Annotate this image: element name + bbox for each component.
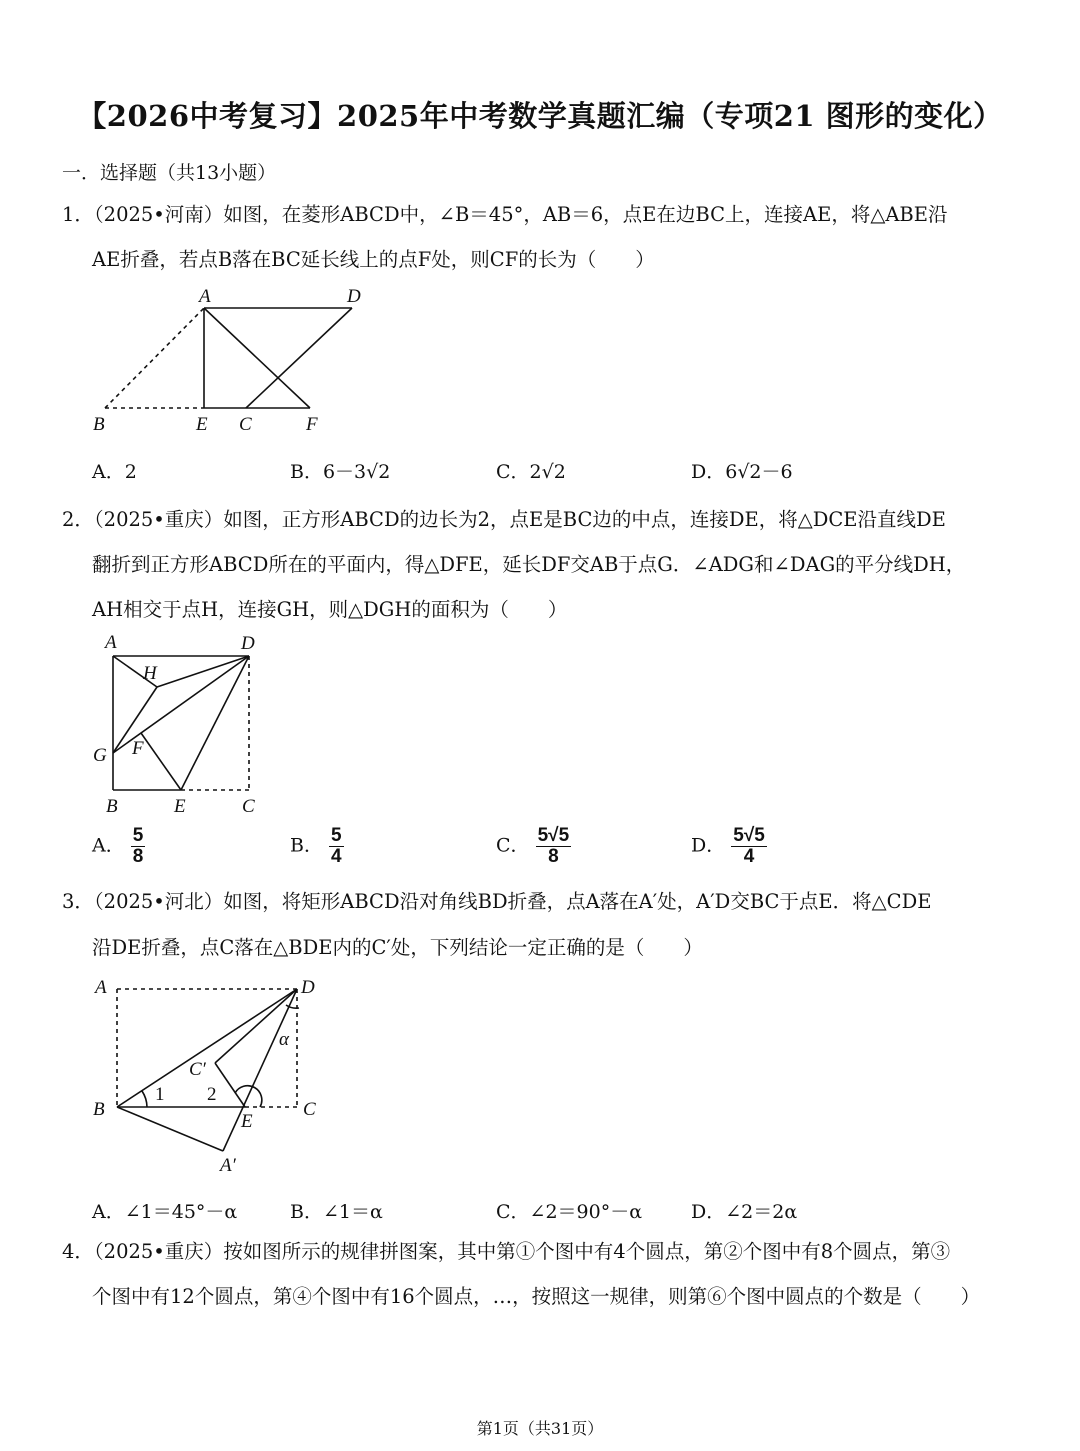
q1-option-d: D．6√2－6 bbox=[691, 461, 793, 483]
q2-figure bbox=[85, 626, 275, 822]
q3-option-d: D．∠2＝2α bbox=[691, 1201, 798, 1223]
q2-option-b-numerator: 5 bbox=[331, 825, 342, 846]
q1-figure bbox=[85, 280, 385, 440]
section-heading: 一．选择题（共13小题） bbox=[62, 162, 277, 184]
q2-label-e: E bbox=[174, 796, 186, 817]
q2-option-a-denominator: 8 bbox=[132, 845, 144, 867]
q2-option-c-numerator: 5√5 bbox=[537, 825, 570, 846]
q3-label-angle-1: 1 bbox=[155, 1084, 165, 1105]
q3-text-line2: 沿DE折叠，点C落在△BDE内的C′处，下列结论一定正确的是（ ） bbox=[92, 936, 703, 959]
q4-text-line2: 个图中有12个圆点，第④个图中有16个圆点，…，按照这一规律，则第⑥个图中圆点的个数是（ ） bbox=[92, 1285, 981, 1308]
q3-label-alpha: α bbox=[279, 1029, 289, 1050]
q1-label-b: B bbox=[93, 414, 105, 435]
q2-option-c-fraction bbox=[536, 826, 572, 867]
q1-text-line2: AE折叠，若点B落在BC延长线上的点F处，则CF的长为（ ） bbox=[92, 248, 655, 271]
q2-option-b-fraction bbox=[329, 826, 344, 867]
q3-label-angle-2: 2 bbox=[207, 1084, 217, 1105]
q1-label-a: A bbox=[199, 286, 211, 307]
q2-option-c-prefix: C． bbox=[496, 834, 530, 857]
q3-option-b: B．∠1＝α bbox=[290, 1201, 383, 1223]
q1-label-c: C bbox=[239, 414, 252, 435]
q2-label-h: H bbox=[143, 663, 157, 684]
q1-label-d: D bbox=[347, 286, 361, 307]
q3-label-d: D bbox=[301, 977, 315, 998]
q1-option-a: A．2 bbox=[92, 461, 137, 483]
q3-option-c: C．∠2＝90°－α bbox=[496, 1201, 643, 1223]
q2-option-d-fraction bbox=[731, 826, 767, 867]
page-title: 【2026中考复习】2025年中考数学真题汇编（专项21 图形的变化） bbox=[77, 99, 1003, 133]
q3-figure bbox=[85, 965, 335, 1180]
q2-option-b-denominator: 4 bbox=[331, 845, 342, 867]
q3-label-e: E bbox=[241, 1111, 253, 1132]
q2-label-g: G bbox=[93, 745, 107, 766]
q2-option-b bbox=[290, 826, 344, 867]
q3-option-a: A．∠1＝45°－α bbox=[92, 1201, 238, 1223]
q2-text-line1: 2．（2025•重庆）如图，正方形ABCD的边长为2，点E是BC边的中点，连接DE，将△DCE沿直线DE bbox=[62, 508, 946, 531]
q1-option-c: C．2√2 bbox=[496, 461, 566, 483]
q2-option-b-prefix: B． bbox=[290, 834, 323, 857]
q2-text-line2: 翻折到正方形ABCD所在的平面内，得△DFE，延长DF交AB于点G．∠ADG和∠DAG的平分线DH， bbox=[92, 553, 966, 576]
q1-option-b: B．6－3√2 bbox=[290, 461, 391, 483]
q3-label-b: B bbox=[93, 1099, 105, 1120]
q2-option-d-numerator: 5√5 bbox=[733, 825, 765, 846]
q2-option-a bbox=[92, 826, 145, 867]
q2-text-line3: AH相交于点H，连接GH，则△DGH的面积为（ ） bbox=[92, 598, 568, 621]
q4-text-line1: 4．（2025•重庆）按如图所示的规律拼图案，其中第①个图中有4个圆点，第②个图中有8个圆点，第③ bbox=[62, 1240, 951, 1263]
page-footer: 第1页（共31页） bbox=[476, 1419, 604, 1438]
q2-option-d bbox=[691, 826, 767, 867]
q2-option-a-prefix: A． bbox=[92, 834, 125, 857]
q2-option-a-numerator: 5 bbox=[132, 825, 144, 846]
q3-label-c: C bbox=[303, 1099, 316, 1120]
q3-label-a: A bbox=[95, 977, 107, 998]
q2-label-b: B bbox=[106, 796, 118, 817]
q1-label-f: F bbox=[306, 414, 318, 435]
q1-text-line1: 1．（2025•河南）如图，在菱形ABCD中，∠B＝45°，AB＝6，点E在边BC上，连接AE，将△ABE沿 bbox=[62, 203, 948, 226]
q3-label-c-prime: C′ bbox=[189, 1059, 206, 1080]
q1-label-e: E bbox=[196, 414, 208, 435]
q2-option-a-fraction bbox=[131, 826, 146, 867]
q2-option-c bbox=[496, 826, 571, 867]
q2-option-d-prefix: D． bbox=[691, 834, 726, 857]
q2-label-f: F bbox=[132, 738, 144, 759]
q2-label-c: C bbox=[242, 796, 255, 817]
q3-text-line1: 3．（2025•河北）如图，将矩形ABCD沿对角线BD折叠，点A落在A′处，A′D交BC于点E．将△CDE bbox=[62, 890, 932, 913]
q2-option-d-denominator: 4 bbox=[743, 845, 755, 867]
q2-label-a: A bbox=[105, 632, 117, 653]
q2-option-c-denominator: 8 bbox=[548, 845, 559, 867]
q2-label-d: D bbox=[241, 633, 255, 654]
q3-label-a-prime: A′ bbox=[220, 1155, 236, 1176]
